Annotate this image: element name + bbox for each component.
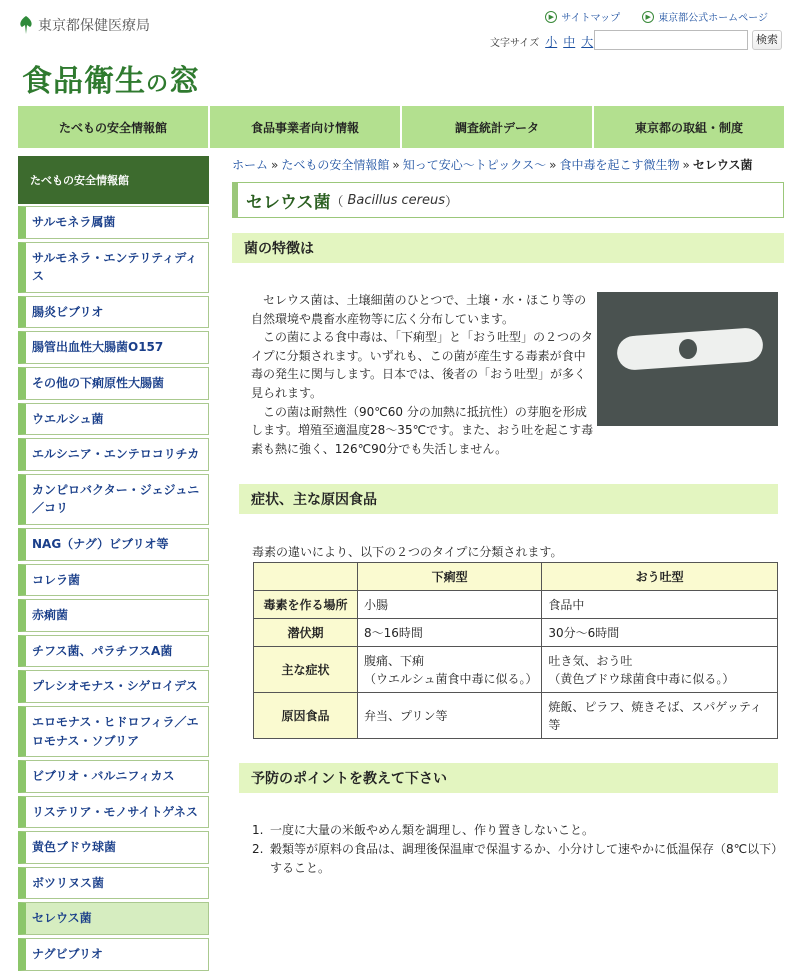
breadcrumb-link[interactable]: 知って安心〜トピックス〜 [402, 158, 547, 172]
arrow-circle-icon: ▶ [642, 11, 654, 23]
table-row: 毒素を作る場所 小腸 食品中 [254, 591, 778, 619]
sitemap-link[interactable]: ▶ サイトマップ [545, 9, 620, 24]
org-name: 東京都保健医療局 [38, 18, 150, 34]
sidebar-item[interactable]: ナグビブリオ [18, 938, 209, 971]
nav-business-info[interactable]: 食品事業者向け情報 [210, 106, 400, 148]
section-heading: 予防のポイントを教えて下さい [239, 763, 778, 793]
sidebar-item[interactable]: カンピロバクター・ジェジュニ／コリ [18, 474, 209, 525]
page-title: セレウス菌 （ Bacillus cereus ） [232, 182, 784, 218]
search-input[interactable] [594, 30, 748, 50]
arrow-circle-icon: ▶ [545, 11, 557, 23]
sidebar-item[interactable]: その他の下痢原性大腸菌 [18, 367, 209, 400]
prevention-list [252, 821, 782, 879]
sidebar-item[interactable]: サルモネラ・エンテリティディス [18, 242, 209, 293]
table-row: 主な症状 腹痛、下痢 （ウエルシュ菌食中毒に似る。） 吐き気、おう吐 （黄色ブドウ球菌食中毒に似る。） [254, 647, 778, 693]
top-links [545, 9, 768, 24]
section-heading: 症状、主な原因食品 [239, 484, 778, 514]
sidebar-item[interactable]: リステリア・モノサイトゲネス [18, 796, 209, 829]
sidebar-item[interactable]: コレラ菌 [18, 564, 209, 597]
column-diarrheal: 下痢型 [358, 563, 542, 591]
sidebar-item[interactable]: サルモネラ属菌 [18, 206, 209, 239]
sidebar-item[interactable]: エロモナス・ヒドロフィラ／エロモナス・ソブリア [18, 706, 209, 757]
sidebar-item[interactable]: プレシオモナス・シゲロイデス [18, 670, 209, 703]
breadcrumb-link[interactable]: 食中毒を起こす微生物 [559, 158, 680, 172]
sidebar-item[interactable]: チフス菌、パラチフスA菌 [18, 635, 209, 668]
sidebar-list [18, 206, 209, 974]
section-heading: 菌の特徴は [232, 233, 784, 263]
sidebar-heading[interactable]: たべもの安全情報館 [18, 156, 209, 204]
sidebar-item[interactable]: 腸管出血性大腸菌O157 [18, 331, 209, 364]
sidebar-item[interactable]: ウエルシュ菌 [18, 403, 209, 436]
breadcrumb-current: セレウス菌 [692, 158, 753, 172]
bacteria-micrograph [597, 292, 778, 426]
nav-food-safety[interactable]: たべもの安全情報館 [18, 106, 208, 148]
scientific-name: Bacillus cereus [347, 192, 446, 208]
sidebar-item[interactable]: ボツリヌス菌 [18, 867, 209, 900]
breadcrumb-link[interactable]: ホーム [232, 158, 269, 172]
font-size-large[interactable]: 大 [581, 35, 594, 49]
nav-tokyo-initiatives[interactable]: 東京都の取組・制度 [594, 106, 784, 148]
search-button[interactable]: 検索 [752, 30, 782, 50]
nav-statistics[interactable]: 調査統計データ [402, 106, 592, 148]
table-row: 潜伏期 8〜16時間 30分〜6時間 [254, 619, 778, 647]
global-nav [18, 106, 784, 148]
symptoms-intro: 毒素の違いにより、以下の２つのタイプに分類されます。 [252, 545, 563, 559]
ginkgo-leaf-icon [18, 14, 34, 36]
breadcrumb: ホーム » たべもの安全情報館 » 知って安心〜トピックス〜 » 食中毒を起こす微生物 » セレウス菌 [232, 158, 753, 172]
sidebar-item[interactable]: ビブリオ・バルニフィカス [18, 760, 209, 793]
table-header-row [254, 563, 778, 591]
sidebar-item-current[interactable]: セレウス菌 [18, 902, 209, 935]
sidebar-item[interactable]: 黄色ブドウ球菌 [18, 831, 209, 864]
breadcrumb-link[interactable]: たべもの安全情報館 [281, 158, 390, 172]
font-size-small[interactable]: 小 [545, 35, 558, 49]
sidebar-item[interactable]: NAG（ナグ）ビブリオ等 [18, 528, 209, 561]
sidebar-item[interactable]: 赤痢菌 [18, 599, 209, 632]
site-title[interactable]: 食品衛生の窓 [22, 64, 201, 99]
org-logo[interactable] [18, 14, 150, 36]
font-size-label: 文字サイズ [490, 38, 540, 49]
sidebar-item[interactable]: 腸炎ビブリオ [18, 296, 209, 329]
table-row: 原因食品 弁当、プリン等 焼飯、ピラフ、焼きそば、スパゲッティ等 [254, 693, 778, 739]
column-emetic: おう吐型 [542, 563, 778, 591]
list-item: 1. 一度に大量の米飯やめん類を調理し、作り置きしないこと。 [252, 823, 595, 837]
list-item: 2. 穀類等が原料の食品は、調理後保温庫で保温するか、小分けして速やかに低温保存（8℃以下）すること。 [252, 842, 778, 876]
font-size-medium[interactable]: 中 [563, 35, 576, 49]
sidebar-item[interactable]: エルシニア・エンテロコリチカ [18, 438, 209, 471]
characteristics-text: セレウス菌は、土壌細菌のひとつで、土壌・水・ほこり等の自然環境や農畜水産物等に広く分布しています。 この菌による食中毒は、「下痢型」と「おう吐型」の２つのタイプに分類されます。いずれも、この菌が産生する毒素が食中毒の発生に関与します。日本では、後者の「おう吐型」が多く見られます。 この菌は耐熱性（90℃60 分の加熱に抵抗性）の芽胞を形成します。増殖至適温度28〜35℃です。また、おう吐を起こす毒素も熱に強く、126℃90分でも失活しません。 [251, 293, 594, 456]
tokyo-official-link[interactable]: ▶ 東京都公式ホームページ [642, 9, 768, 24]
comparison-table [253, 562, 778, 739]
font-size-control [490, 33, 593, 50]
